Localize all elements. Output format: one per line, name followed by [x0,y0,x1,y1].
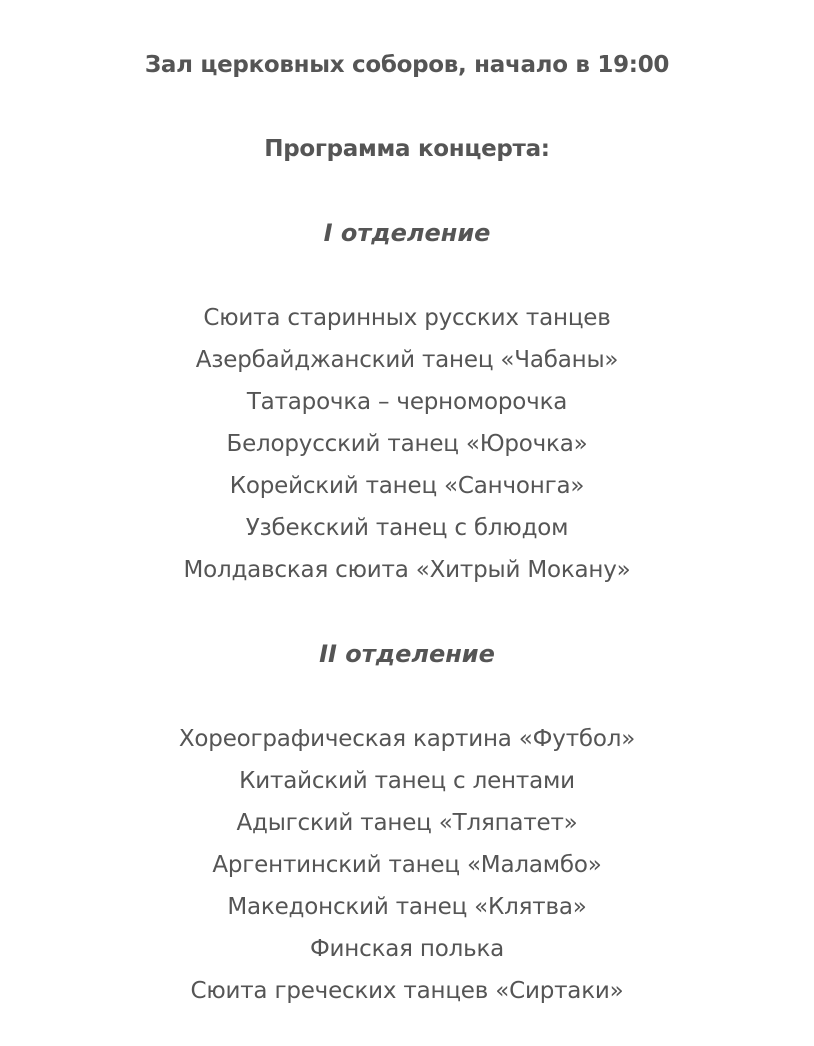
program-item: Сюита греческих танцев «Сиртаки» [190,978,624,1005]
program-item: Македонский танец «Клятва» [227,893,587,920]
program-item: Хореографическая картина «Футбол» [178,725,636,752]
section-2 [0,633,814,1012]
section-1 [0,212,814,591]
program-item: Азербайджанский танец «Чабаны» [195,346,619,373]
program-item: Адыгский танец «Тляпатет» [236,809,578,836]
program-item: Аргентинский танец «Маламбо» [212,851,602,878]
section-title: I отделение [323,219,491,248]
program-item: Белорусский танец «Юрочка» [226,430,588,457]
venue-time: Зал церковных соборов, начало в 19:00 [144,52,670,78]
program-item: Финская полька [309,935,505,962]
program-item: Узбекский танец с блюдом [245,515,569,542]
program-item: Татарочка – черноморочка [246,388,568,415]
program-item: Молдавская сюита «Хитрый Мокану» [183,557,631,584]
program-item: Корейский танец «Санчонга» [229,472,585,499]
program-title: Программа концерта: [264,136,550,163]
concert-program [0,44,814,1012]
program-item: Китайский танец с лентами [239,767,575,794]
section-title: II отделение [319,640,495,669]
program-item: Сюита старинных русских танцев [203,304,611,331]
